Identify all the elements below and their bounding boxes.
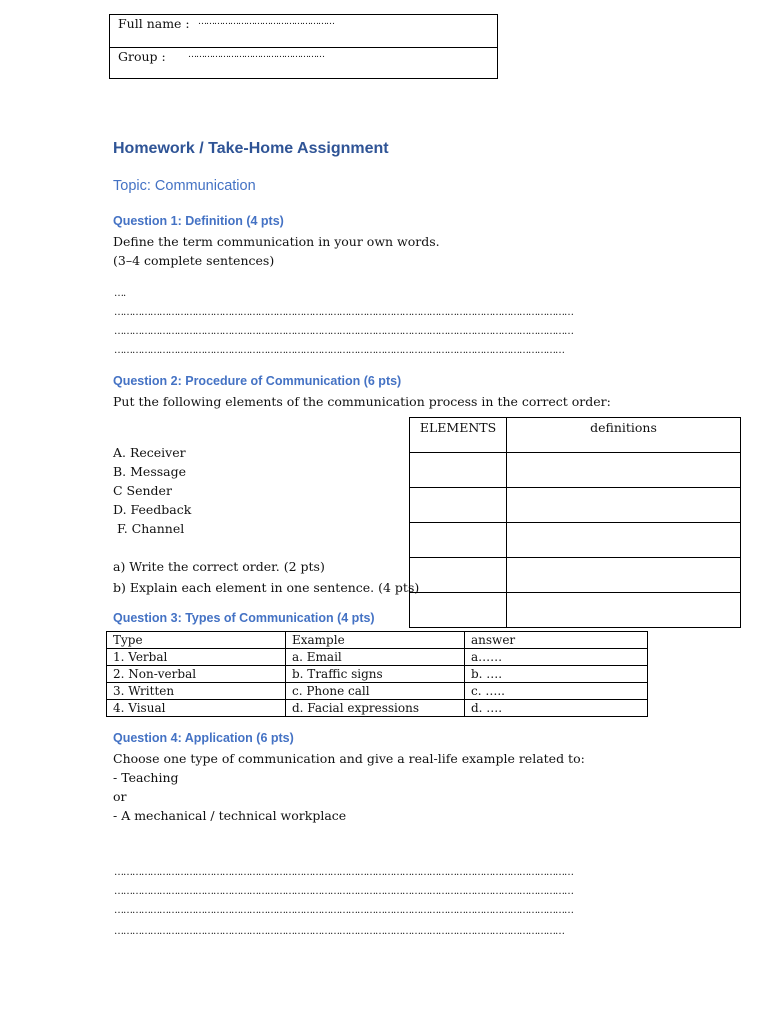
table-row [410, 488, 741, 523]
q1-answer-line-2[interactable]: ……………………………………………………………………………………………………………………………………… [114, 326, 573, 337]
q4-answer-line-3[interactable]: ……………………………………………………………………………………………………………………………………… [114, 905, 573, 916]
q4-heading: Question 4: Application (6 pts) [113, 731, 294, 745]
q4-answer-line-4[interactable]: …………………………………………………………………………………………………………………………………… [114, 926, 564, 937]
answer-cell[interactable]: a…… [465, 649, 648, 666]
header-example: Example [286, 632, 465, 649]
q4-answer-line-2[interactable]: ……………………………………………………………………………………………………………………………………… [114, 886, 573, 897]
q2-task-b: b) Explain each element in one sentence. (4 pts) [113, 580, 420, 595]
table-row [410, 558, 741, 593]
definition-cell[interactable] [507, 558, 741, 593]
topic-heading: Topic: Communication [113, 178, 256, 194]
type-cell: 4. Visual [107, 700, 286, 717]
group-label: Group : [118, 49, 166, 64]
q1-heading: Question 1: Definition (4 pts) [113, 214, 284, 228]
group-row [110, 48, 497, 80]
type-cell: 3. Written [107, 683, 286, 700]
full-name-row [110, 15, 497, 48]
header-definitions: definitions [507, 418, 741, 453]
table-row [410, 453, 741, 488]
example-cell: c. Phone call [286, 683, 465, 700]
elements-table [409, 417, 741, 628]
q1-answer-line-3[interactable]: …………………………………………………………………………………………………………………………………… [114, 345, 564, 356]
q2-item: F. Channel [113, 521, 185, 536]
q2-heading: Question 2: Procedure of Communication (6 pts) [113, 374, 402, 388]
definition-cell[interactable] [507, 593, 741, 628]
definition-cell[interactable] [507, 453, 741, 488]
element-cell[interactable] [410, 523, 507, 558]
table-row [410, 593, 741, 628]
types-table [106, 631, 648, 717]
table-row [107, 700, 648, 717]
full-name-label: Full name : [118, 16, 190, 31]
q4-option-teaching: - Teaching [113, 770, 179, 785]
q4-instruction: Choose one type of communication and give a real-life example related to: [113, 751, 585, 766]
answer-cell[interactable]: b. …. [465, 666, 648, 683]
identity-box [109, 14, 498, 79]
q2-instruction: Put the following elements of the communication process in the correct order: [113, 394, 611, 409]
header-answer: answer [465, 632, 648, 649]
page-title: Homework / Take-Home Assignment [113, 140, 389, 157]
q4-answer-line-1[interactable]: ……………………………………………………………………………………………………………………………………… [114, 867, 573, 878]
q1-answer-start[interactable]: …. [114, 288, 126, 299]
q2-item: C Sender [113, 483, 172, 498]
table-row [107, 666, 648, 683]
q1-note: (3–4 complete sentences) [113, 253, 275, 268]
element-cell[interactable] [410, 488, 507, 523]
q2-item: D. Feedback [113, 502, 192, 517]
type-cell: 2. Non-verbal [107, 666, 286, 683]
q4-option-workplace: - A mechanical / technical workplace [113, 808, 347, 823]
header-elements: ELEMENTS [410, 418, 507, 453]
answer-cell[interactable]: d. …. [465, 700, 648, 717]
example-cell: d. Facial expressions [286, 700, 465, 717]
table-header-row [410, 418, 741, 453]
q4-or: or [113, 789, 127, 804]
definition-cell[interactable] [507, 523, 741, 558]
table-row [107, 683, 648, 700]
full-name-field[interactable]: …………………………………………… [198, 17, 334, 27]
header-type: Type [107, 632, 286, 649]
answer-cell[interactable]: c. ….. [465, 683, 648, 700]
group-field[interactable]: …………………………………………… [188, 50, 324, 60]
type-cell: 1. Verbal [107, 649, 286, 666]
table-row [410, 523, 741, 558]
table-row [107, 649, 648, 666]
element-cell[interactable] [410, 593, 507, 628]
example-cell: b. Traffic signs [286, 666, 465, 683]
example-cell: a. Email [286, 649, 465, 666]
q2-task-a: a) Write the correct order. (2 pts) [113, 559, 325, 574]
element-cell[interactable] [410, 453, 507, 488]
definition-cell[interactable] [507, 488, 741, 523]
q3-heading: Question 3: Types of Communication (4 pts) [113, 611, 375, 625]
q2-item: A. Receiver [113, 445, 186, 460]
element-cell[interactable] [410, 558, 507, 593]
q1-answer-line-1[interactable]: ……………………………………………………………………………………………………………………………………… [114, 307, 573, 318]
q1-instruction: Define the term communication in your own words. [113, 234, 440, 249]
q2-item: B. Message [113, 464, 187, 479]
table-header-row [107, 632, 648, 649]
